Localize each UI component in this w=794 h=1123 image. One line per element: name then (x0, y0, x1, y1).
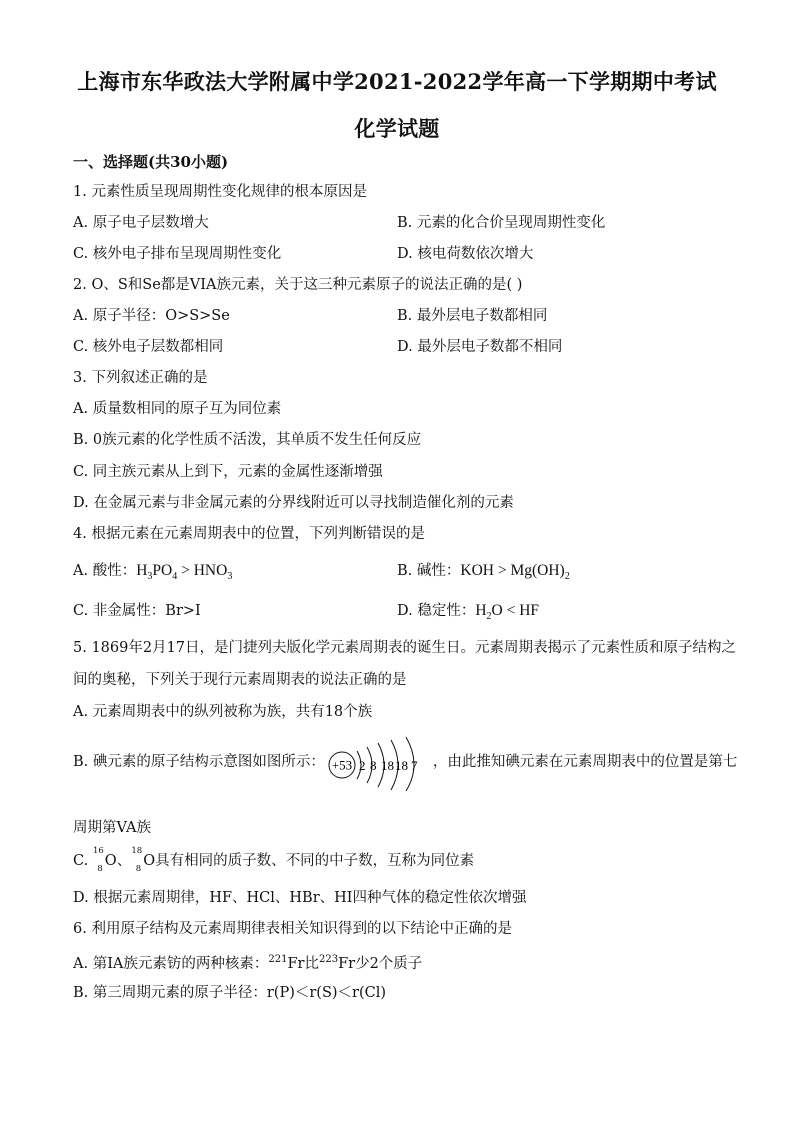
q5-option-c-label: C. (73, 853, 89, 869)
shell-4-electrons: 18 (394, 758, 408, 773)
iodine-atom-structure-diagram (327, 733, 431, 791)
q3-option-d: D. 在金属元素与非金属元素的分界线附近可以寻找制造催化剂的元素 (73, 495, 514, 511)
q2-option-d: D. 最外层电子数都不相同 (397, 339, 563, 355)
q1-option-a: A. 原子电子层数增大 (73, 215, 209, 231)
shell-5-electrons: 7 (410, 758, 418, 773)
q3-option-a: A. 质量数相同的原子互为同位素 (73, 401, 282, 417)
q4-stem: 4. 根据元素在元素周期表中的位置，下列判断错误的是 (73, 526, 425, 542)
q2-option-b: B. 最外层电子数都相同 (397, 308, 548, 324)
q1-option-c: C. 核外电子排布呈现周期性变化 (73, 246, 282, 262)
q5-option-b-conclusion: ，由此推知碘元素在元素周期表中的位置是第七 (432, 754, 738, 770)
q4-option-d-formula: $H_2O$ < HF (475, 602, 540, 623)
q4-option-d-label: D. 稳定性： (397, 603, 476, 619)
q4-option-a-formula: $H_3PO_4 > HNO_3$ (136, 562, 233, 583)
q3-option-c: C. 同主族元素从上到下，元素的金属性逐渐增强 (73, 464, 383, 480)
q1-stem: 1. 元素性质呈现周期性变化规律的根本原因是 (73, 184, 367, 200)
oxygen-16-isotope: 16 8 (92, 846, 104, 874)
q5-option-a: A. 元素周期表中的纵列被称为族，共有18个族 (73, 704, 373, 720)
shell-3-electrons: 18 (380, 758, 394, 773)
section-heading: 一、选择题(共30小题) (73, 153, 229, 171)
q4-option-b-label: B. 碱性： (397, 563, 461, 579)
q4-option-c: C. 非金属性：Br>I (73, 603, 201, 619)
q5-stem-line2: 间的奥秘，下列关于现行元素周期表的说法正确的是 (73, 672, 407, 688)
q1-option-d: D. 核电荷数依次增大 (397, 246, 534, 262)
q5-option-c: C. 16 8 O、 18 8 O具有相同的质子数、不同的中子数，互称为同位素 (73, 846, 475, 874)
q5-option-b-text: B. 碘元素的原子结构示意图如图所示： (73, 754, 325, 770)
shell-2-electrons: 8 (369, 758, 377, 773)
q2-option-a: A. 原子半径：O>S>Se (73, 308, 230, 324)
q6-option-a: A. 第IA族元素钫的两种核素：$^{221}$Fr比$^{223}$Fr少2个质子 (73, 954, 423, 972)
q6-option-b: B. 第三周期元素的原子半径：r(P)＜r(S)＜r(Cl) (73, 985, 387, 1001)
subject-title: 化学试题 (354, 116, 440, 141)
shell-1-electrons: 2 (358, 758, 366, 773)
q2-option-c: C. 核外电子层数都相同 (73, 339, 224, 355)
q6-stem: 6. 利用原子结构及元素周期律表相关知识得到的以下结论中正确的是 (73, 921, 512, 937)
q4-option-b (397, 561, 570, 587)
q2-stem: 2. O、S和Se都是VIA族元素，关于这三种元素原子的说法正确的是( ) (73, 277, 523, 293)
q3-stem: 3. 下列叙述正确的是 (73, 370, 208, 386)
q5-option-d: D. 根据元素周期律，HF、HCl、HBr、HI四种气体的稳定性依次增强 (73, 890, 527, 906)
q4-option-a (73, 561, 232, 587)
q5-option-b (73, 733, 737, 793)
q5-option-b-line2: 周期第VA族 (73, 820, 151, 836)
q4-option-b-formula: KOH > $Mg(OH)_2$ (460, 562, 570, 583)
q4-option-d (397, 601, 539, 627)
q4-option-a-label: A. 酸性： (73, 563, 137, 579)
oxygen-18-isotope: 18 8 (131, 846, 143, 874)
q5-stem-line1: 5. 1869年2月17日，是门捷列夫版化学元素周期表的诞生日。元素周期表揭示了元素性质和原子结构之 (73, 640, 737, 656)
nucleus-charge: +53 (331, 757, 353, 773)
exam-title: 上海市东华政法大学附属中学2021-2022学年高一下学期期中考试 (77, 69, 717, 94)
q1-option-b: B. 元素的化合价呈现周期性变化 (397, 215, 606, 231)
q3-option-b: B. 0族元素的化学性质不活泼，其单质不发生任何反应 (73, 432, 422, 448)
